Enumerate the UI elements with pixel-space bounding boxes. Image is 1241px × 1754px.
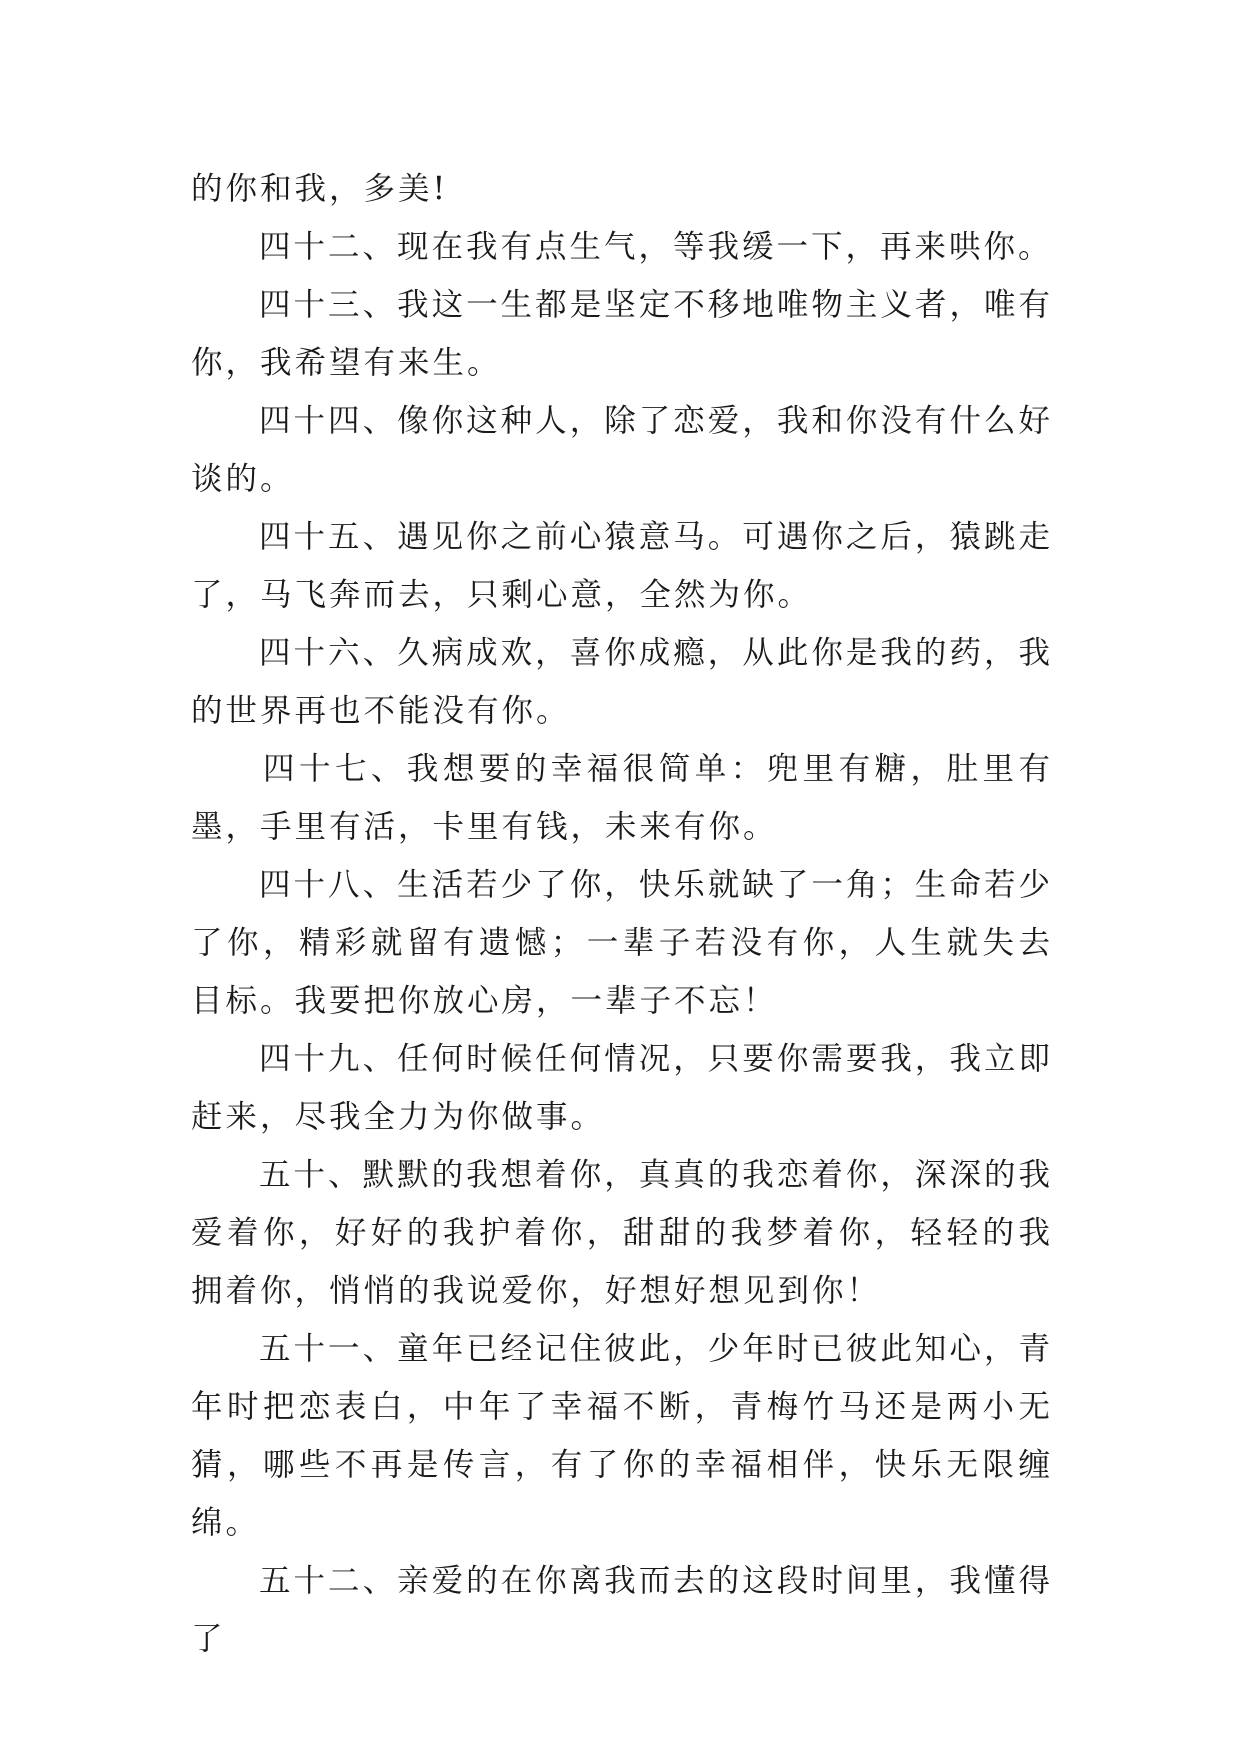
paragraph-43: 四十三、我这一生都是坚定不移地唯物主义者，唯有你，我希望有来生。 xyxy=(191,287,1053,381)
paragraph-45: 四十五、遇见你之前心猿意马。可遇你之后，猿跳走了，马飞奔而去，只剩心意，全然为你。 xyxy=(191,519,1053,613)
paragraph-44: 四十四、像你这种人，除了恋爱，我和你没有什么好谈的。 xyxy=(191,403,1053,497)
document-body xyxy=(191,160,1053,1668)
paragraph-50: 五十、默默的我想着你，真真的我恋着你，深深的我爱着你，好好的我护着你，甜甜的我梦着你，轻轻的我拥着你，悄悄的我说爱你，好想好想见到你！ xyxy=(191,1157,1053,1309)
paragraph-46: 四十六、久病成欢，喜你成瘾，从此你是我的药，我的世界再也不能没有你。 xyxy=(191,635,1053,729)
paragraph-51: 五十一、童年已经记住彼此，少年时已彼此知心，青年时把恋表白，中年了幸福不断，青梅竹马还是两小无猜，哪些不再是传言，有了你的幸福相伴，快乐无限缠绵。 xyxy=(191,1331,1053,1541)
paragraph-47: 四十七、我想要的幸福很简单：兜里有糖，肚里有墨，手里有活，卡里有钱，未来有你。 xyxy=(191,751,1053,845)
paragraph-42: 四十二、现在我有点生气，等我缓一下，再来哄你。 xyxy=(259,229,1053,265)
paragraph-52: 五十二、亲爱的在你离我而去的这段时间里，我懂得了 xyxy=(191,1563,1053,1657)
paragraph-48: 四十八、生活若少了你，快乐就缺了一角；生命若少了你，精彩就留有遗憾；一辈子若没有你，人生就失去目标。我要把你放心房，一辈子不忘！ xyxy=(191,867,1053,1019)
paragraph-49: 四十九、任何时候任何情况，只要你需要我，我立即赶来，尽我全力为你做事。 xyxy=(191,1041,1053,1135)
paragraph-continuation: 的你和我，多美! xyxy=(191,171,449,207)
